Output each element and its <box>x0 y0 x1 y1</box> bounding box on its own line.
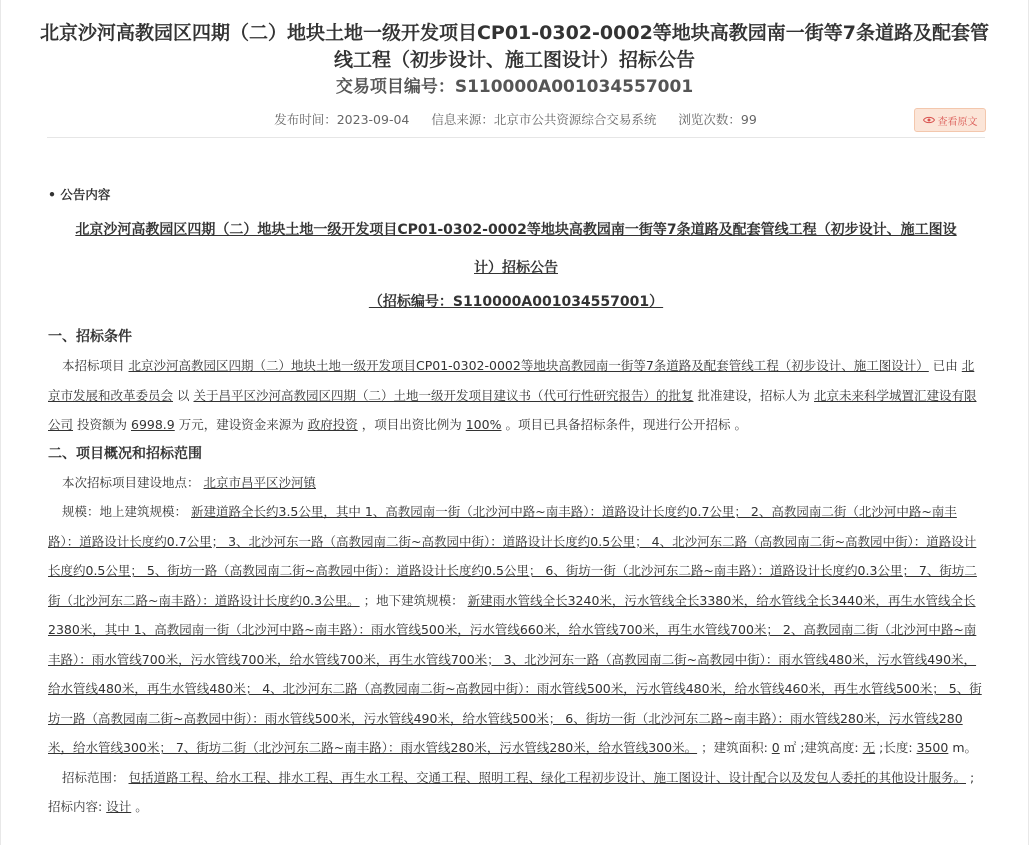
scale-paragraph: 规模：地上建筑规模： 新建道路全长约3.5公里，其中 1、高教园南一街（北沙河中路~南丰路）：道路设计长度约0.7公里； 2、高教园南二街（北沙河中路~南丰路）：道路设计长度约0.7公里； 3、北沙河东一路（高教园南二街~高教园中街）：道路设计长度约0.5公里； 4、北沙河东二路（高教园南二街~高教园中街）：道路设计长度约0.5公里； 5、街坊一路（高教园南二街~高教园中街）：道路设计长度约0.5公里； 6、街坊一街（北沙河东二路~南丰路）：道路设计长度约0.3公里； 7、街坊二街（北沙河东二路~南丰路）：道路设计长度约0.3公里。 ；地下建筑规模： 新建雨水管线全长3240米，污水管线全长3380米，给水管线全长3440米，再生水管线全长2380米，其中 1、高教园南一街（北沙河中路~南丰路）：雨水管线500米，污水管线660米，给水管线700米，再生水管线700米； 2、高教园南二街（北沙河中路~南丰路）：雨水管线700米，污水管线700米，给水管线700米，再生水管线700米； 3、北沙河东一路（高教园南二街~高教园中街）：雨水管线480米，污水管线490米，给水管线480米，再生水管线480米； 4、北沙河东二路（高教园南二街~高教园中街）：雨水管线500米，污水管线480米，给水管线460米，再生水管线500米； 5、街坊一路（高教园南二街~高教园中街）：雨水管线500米，污水管线490米，给水管线500米； 6、街坊一街（北沙河东二路~南丰路）：雨水管线280米，污水管线280米，给水管线300米； 7、街坊二街（北沙河东二路~南丰路）：雨水管线280米，污水管线280米，给水管线300米。 ；建筑面积: 0 ㎡ ;建筑高度: 无 ;长度: 3500 m。 <box>48 504 982 755</box>
info-source: 信息来源：北京市公共资源综合交易系统 <box>431 112 657 127</box>
section-label: • 公告内容 <box>48 187 111 202</box>
heading-overview: 二、项目概况和招标范围 <box>48 445 202 462</box>
conditions-paragraph: 本招标项目 北京沙河高教园区四期（二）地块土地一级开发项目CP01-0302-0002等地块高教园南一街等7条道路及配套管线工程（初步设计、施工图设计） 已由 北京市发展和改革委员会 以 关于昌平区沙河高教园区四期（二）土地一级开发项目建议书（代可行性研究报告）的批复 批准建设，招标人为 北京未来科学城置汇建设有限公司 投资额为 6998.9 万元，建设资金来源为 政府投资 ，项目出资比例为 100% 。项目已具备招标条件，现进行公开招标 。 <box>48 358 977 432</box>
project-number: 交易项目编号：S110000A001034557001 <box>335 77 694 97</box>
header <box>1 0 1028 100</box>
divider <box>47 137 985 138</box>
publish-time: 发布时间：2023-09-04 <box>274 112 410 127</box>
view-original-label: 查看原文 <box>937 116 978 128</box>
view-original-button[interactable] <box>914 108 986 132</box>
range-paragraph: 招标范围： 包括道路工程、给水工程、排水工程、再生水工程、交通工程、照明工程、绿化工程初步设计、施工图设计、设计配合以及发包人委托的其他设计服务。 ;招标内容: 设计 。 <box>48 769 975 814</box>
doc-title: 北京沙河高教园区四期（二）地块土地一级开发项目CP01-0302-0002等地块高教园南一街等7条道路及配套管线工程（初步设计、施工图设 计）招标公告 <box>75 222 957 276</box>
eye-icon <box>923 116 935 124</box>
page-title: 北京沙河高教园区四期（二）地块土地一级开发项目CP01-0302-0002等地块高教园南一街等7条道路及配套管线工程（初步设计、施工图设计）招标公告 <box>39 22 990 71</box>
location-paragraph: 本次招标项目建设地点： 北京市昌平区沙河镇 <box>62 474 317 490</box>
announcement-content <box>48 185 984 822</box>
doc-number: （招标编号：S110000A001034557001） <box>368 294 664 310</box>
meta-bar <box>1 110 1029 128</box>
view-count: 浏览次数：99 <box>678 112 757 127</box>
heading-conditions: 一、招标条件 <box>48 329 132 345</box>
